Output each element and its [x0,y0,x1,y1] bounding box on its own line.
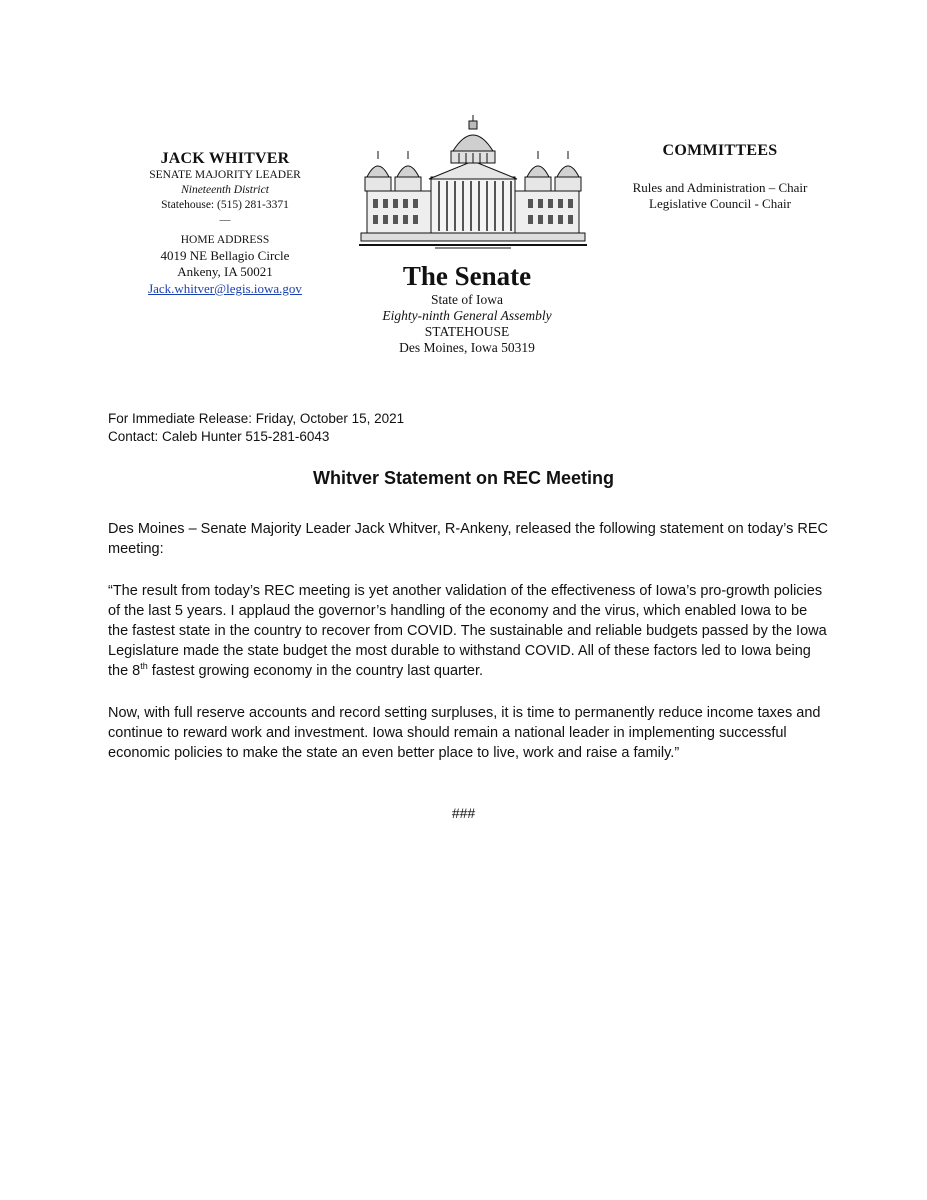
home-address-label: HOME ADDRESS [180,234,270,246]
body-paragraph [108,581,828,681]
legislator-name: JACK WHITVER [160,150,290,167]
statehouse-line: STATEHOUSE [424,324,510,339]
senate-title: The Senate [402,261,532,291]
city-line: Des Moines, Iowa 50319 [399,340,535,355]
state-line: State of Iowa [431,292,503,307]
home-street: 4019 NE Bellagio Circle [160,248,290,263]
paragraph-text: fastest growing economy in the country last quarter. [147,663,484,679]
ordinal-suffix: th [140,661,148,672]
body-paragraph: Now, with full reserve accounts and record setting surpluses, it is time to permanently reduce income taxes and continue to reward work and investment. Iowa should remain a national leader in implementing successful economic policies to make the state an even better place to live, work and raise a family.” [108,705,821,761]
end-mark: ### [451,805,476,821]
committee-item: Rules and Administration – Chair [632,180,808,195]
separator: — [219,214,231,226]
legislator-info [120,150,330,298]
legislator-role: SENATE MAJORITY LEADER [149,169,301,181]
paragraph-text: “The result from today’s REC meeting is yet another validation of the effectiveness of Iowa’s pro-growth policies of the last 5 years. I applaud the governor’s handling of the economy and the virus, which enabled Iowa to be the fastest state in the country to recover from COVID. The sustainable and reliable budgets passed by the Iowa Legislature made the state budget the most durable to withstand COVID. All of these factors led to Iowa being the 8 [108,583,827,679]
release-date: For Immediate Release: Friday, October 15, 2021 [108,411,405,426]
committees-heading: COMMITTEES [662,142,778,159]
body-paragraph: Des Moines – Senate Majority Leader Jack Whitver, R-Ankeny, released the following statement on today’s REC meeting: [108,521,828,557]
release-info [108,410,404,446]
committee-item: Legislative Council - Chair [649,196,791,211]
capitol-building-illustration [359,115,587,253]
assembly-line: Eighty-ninth General Assembly [382,308,552,323]
release-contact: Contact: Caleb Hunter 515-281-6043 [108,429,330,444]
senate-header [332,260,602,356]
committees-block [610,142,830,212]
statehouse-phone: Statehouse: (515) 281-3371 [161,199,289,211]
home-city: Ankeny, IA 50021 [177,264,273,279]
legislator-district: Nineteenth District [181,184,269,196]
press-release-headline: Whitver Statement on REC Meeting [312,468,615,488]
email-link[interactable]: Jack.whitver@legis.iowa.gov [148,281,302,296]
